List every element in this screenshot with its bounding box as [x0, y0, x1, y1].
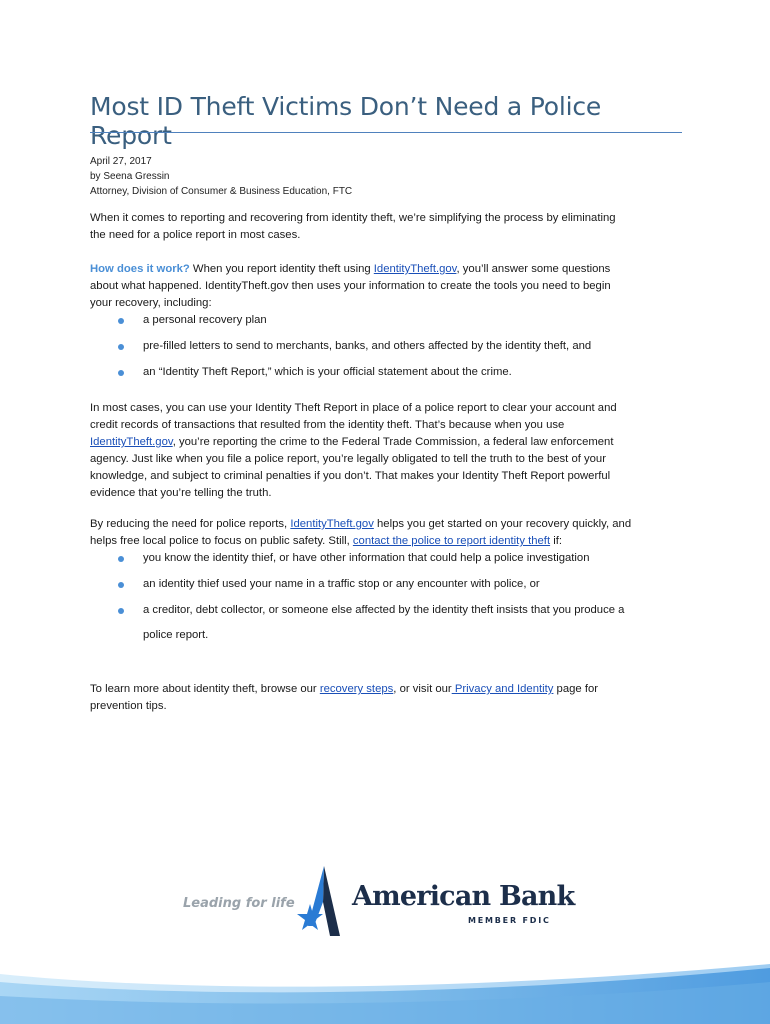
bank-name: American Bank	[352, 881, 575, 912]
bullet-text: a creditor, debt collector, or someone else affected by the identity theft insists that you produce a	[143, 604, 625, 616]
cases-line: credit records of transactions that resulted from the identity theft. That’s because when you use	[90, 419, 565, 431]
title-underline	[90, 132, 682, 133]
cases-line	[90, 434, 690, 451]
reducing-text: if:	[550, 535, 563, 547]
article-title: Most ID Theft Victims Don’t Need a Police Report	[90, 92, 602, 150]
closing-line: prevention tips.	[90, 700, 167, 712]
article-author: by Seena Gressin	[90, 171, 170, 182]
footer-wave-banner	[0, 960, 770, 1024]
bullet-icon	[118, 608, 124, 614]
bullet-text: a personal recovery plan	[143, 314, 267, 326]
intro-line: When it comes to reporting and recovering from identity theft, we’re simplifying the process by eliminating	[90, 212, 616, 224]
cases-line: knowledge, and subject to criminal penalties if you don’t. That makes your Identity Theft Report powerful	[90, 470, 611, 482]
closing-line	[90, 681, 690, 698]
how-text: , you’ll answer some questions	[456, 263, 611, 275]
reducing-paragraph	[90, 516, 690, 550]
article-meta	[90, 154, 352, 199]
bank-member-fdic: MEMBER FDIC	[468, 916, 551, 925]
star-a-logo-icon	[296, 862, 352, 942]
reducing-text: By reducing the need for police reports,	[90, 518, 291, 530]
reducing-text: helps you get started on your recovery quickly, and	[373, 518, 632, 530]
bullet-icon	[118, 556, 124, 562]
how-text: When you report identity theft using	[189, 263, 374, 275]
reducing-line	[90, 533, 690, 550]
cases-line: agency. Just like when you file a police report, you’re legally obligated to tell the truth to the best of your	[90, 453, 606, 465]
identitytheft-link[interactable]: IdentityTheft.gov	[290, 518, 374, 530]
intro-paragraph	[90, 210, 690, 244]
identitytheft-link[interactable]: IdentityTheft.gov	[373, 263, 457, 275]
bullet-icon	[118, 344, 124, 350]
article-date: April 27, 2017	[90, 156, 152, 167]
closing-text: To learn more about identity theft, browse our	[90, 683, 320, 695]
bullet-text: an “Identity Theft Report,” which is your official statement about the crime.	[143, 366, 512, 378]
bullet-text: an identity thief used your name in a traffic stop or any encounter with police, or	[143, 578, 540, 590]
bank-slogan: Leading for life	[183, 896, 295, 911]
how-line: your recovery, including:	[90, 297, 212, 309]
bullet-text: you know the identity thief, or have other information that could help a police investigation	[143, 552, 590, 564]
identitytheft-link[interactable]: IdentityTheft.gov	[90, 436, 173, 448]
bullet-icon	[118, 370, 124, 376]
bullet-icon	[118, 582, 124, 588]
cases-line: In most cases, you can use your Identity Theft Report in place of a police report to clear your account and	[90, 402, 617, 414]
bullet-text: police report.	[143, 629, 209, 641]
closing-text: , or visit our	[393, 683, 452, 695]
cases-text: , you’re reporting the crime to the Federal Trade Commission, a federal law enforcement	[172, 436, 614, 448]
how-lead: How does it work?	[90, 263, 190, 275]
how-line	[90, 261, 690, 278]
contact-police-link[interactable]: contact the police to report identity theft	[352, 535, 551, 547]
reducing-line	[90, 516, 690, 533]
intro-line: the need for a police report in most cases.	[90, 229, 301, 241]
article-author-title: Attorney, Division of Consumer & Business Education, FTC	[90, 186, 353, 197]
recovery-steps-link[interactable]: recovery steps	[319, 683, 394, 695]
bullet-text: pre-filled letters to send to merchants, banks, and others affected by the identity theft, and	[143, 340, 592, 352]
privacy-identity-link[interactable]: Privacy and Identity	[451, 683, 554, 695]
reducing-text: helps free local police to focus on public safety. Still,	[90, 535, 353, 547]
cases-paragraph	[90, 400, 690, 502]
cases-line: evidence that you’re telling the truth.	[90, 487, 272, 499]
how-line: about what happened. IdentityTheft.gov then uses your information to create the tools you need to begin	[90, 280, 611, 292]
bullet-icon	[118, 318, 124, 324]
closing-text: page for	[553, 683, 599, 695]
closing-paragraph	[90, 681, 690, 715]
how-paragraph	[90, 261, 690, 312]
